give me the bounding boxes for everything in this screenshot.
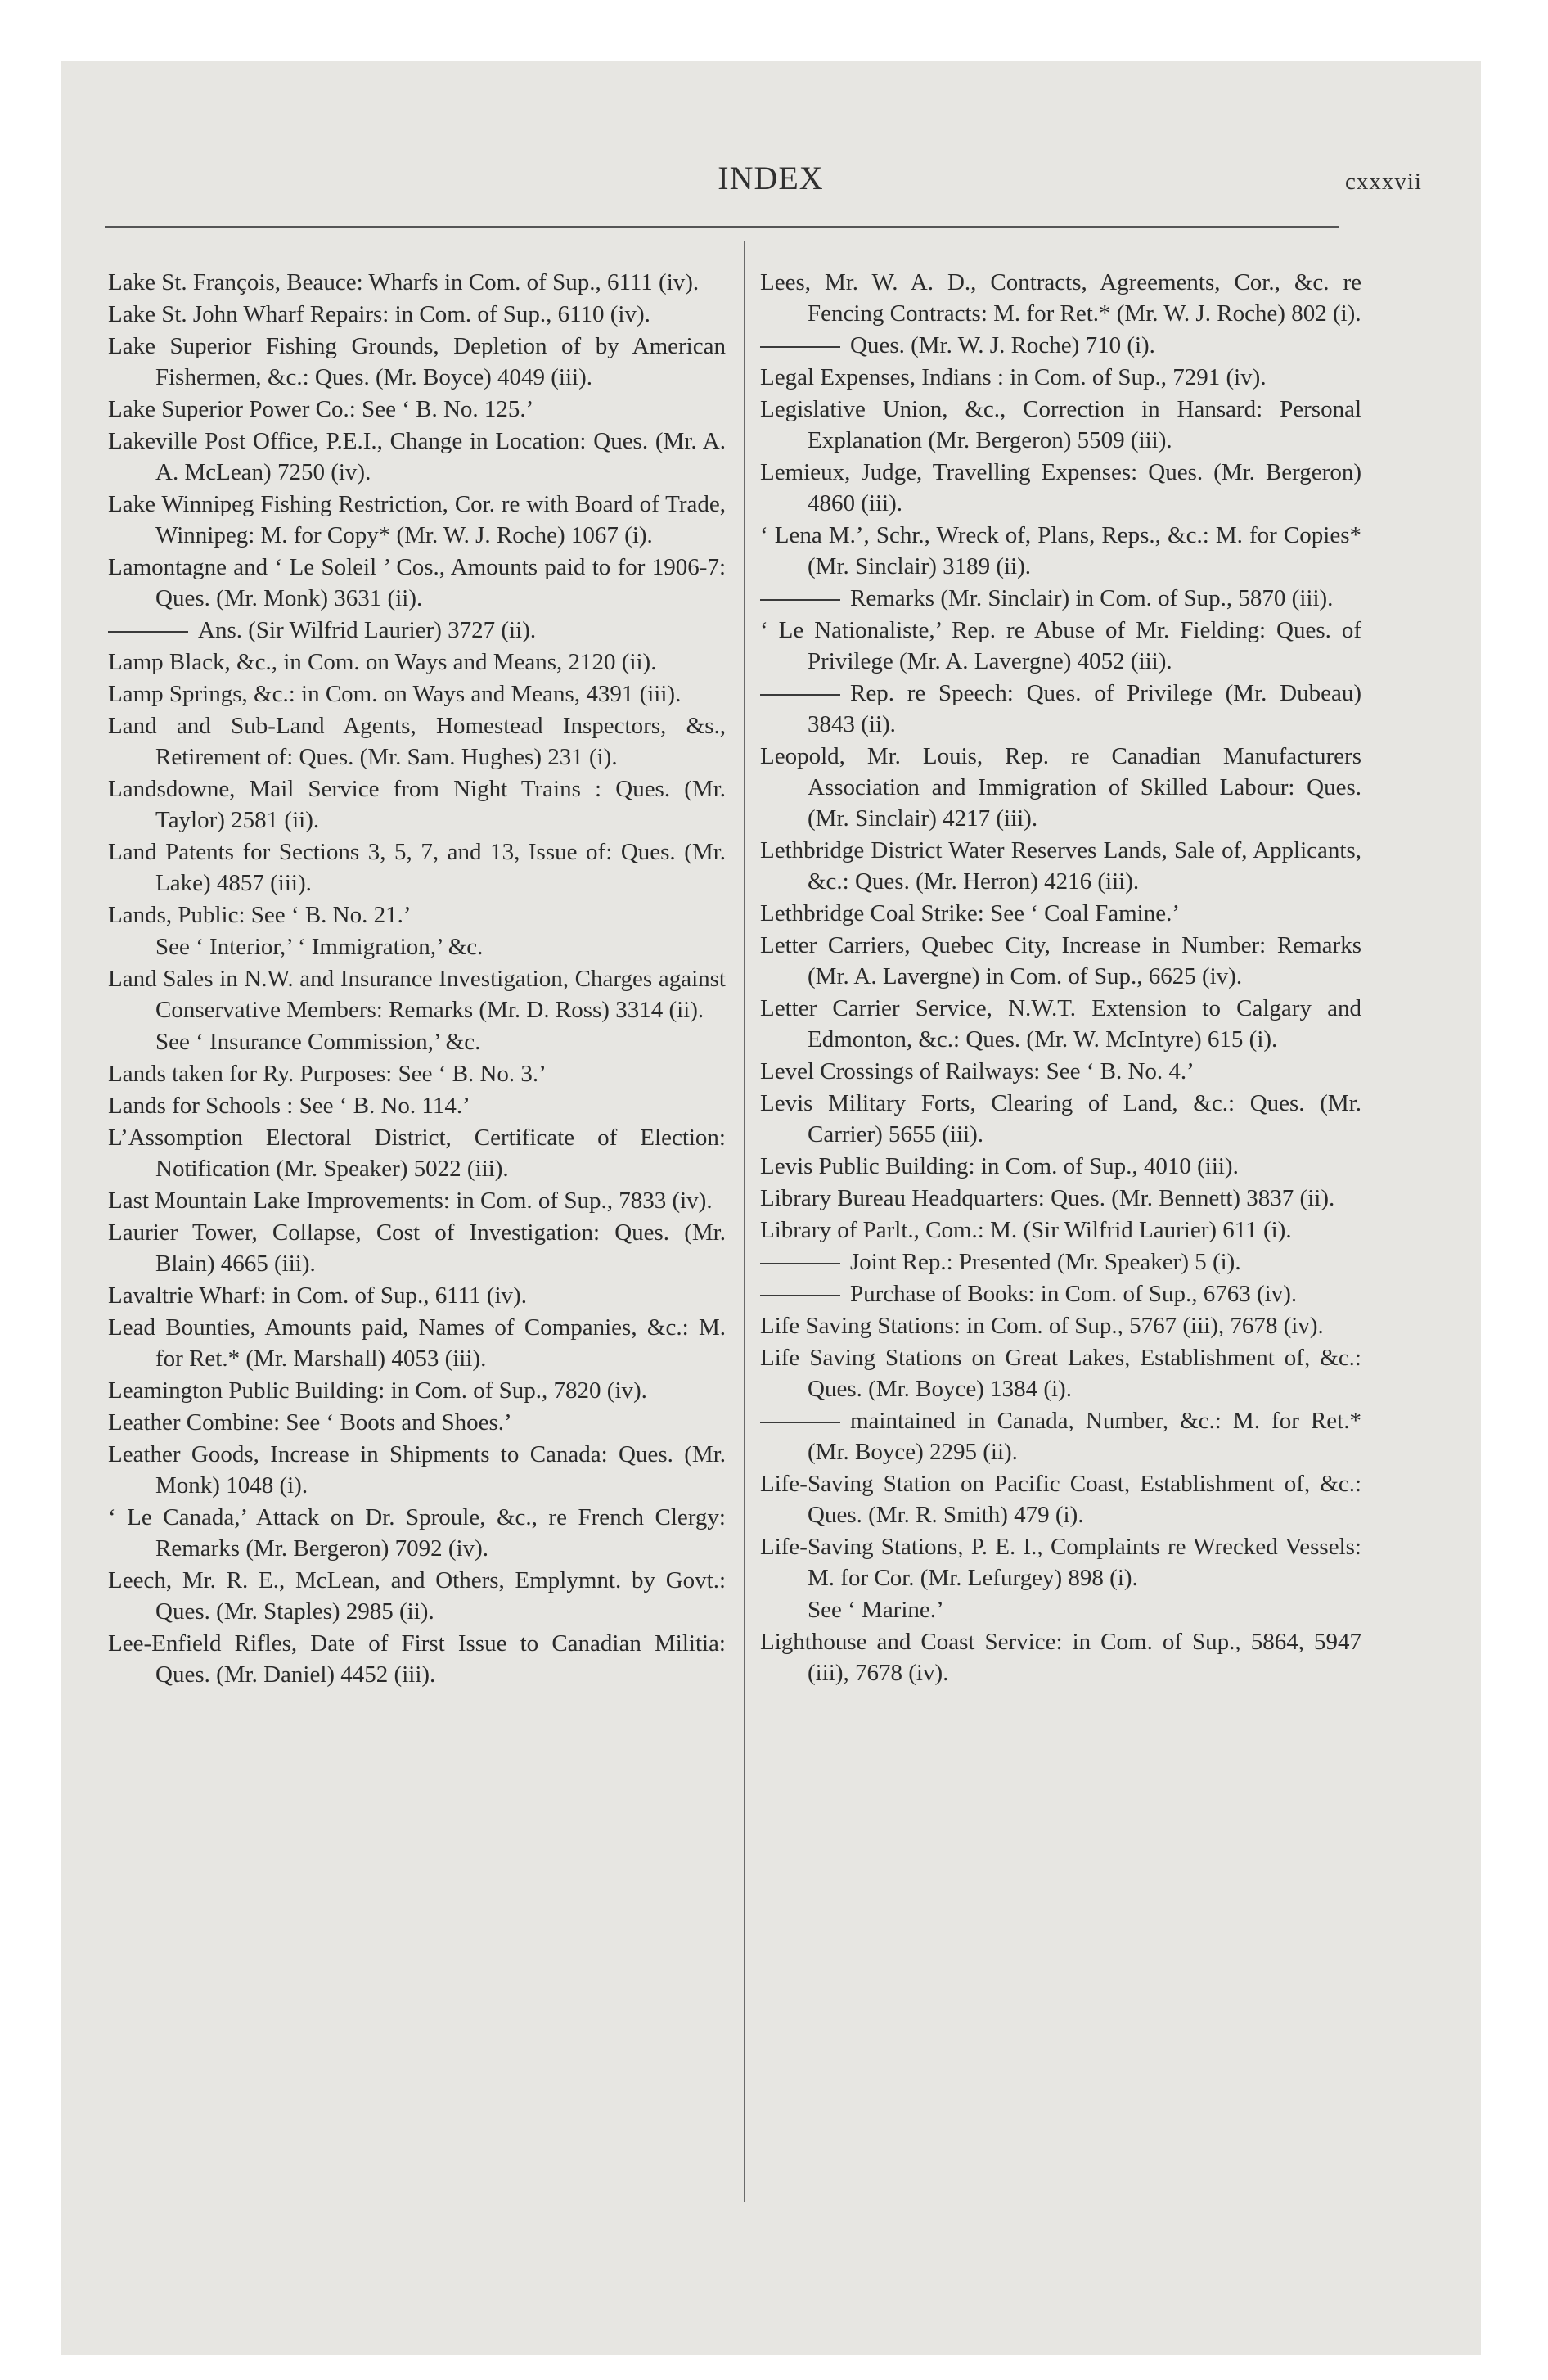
book-page [61,61,1481,2355]
index-entry-text: Lands for Schools : See ‘ B. No. 114.’ [108,1093,470,1119]
repeat-dash [760,599,840,601]
index-entry-text: Life Saving Stations: in Com. of Sup., 5767 (iii), 7678 (iv). [760,1313,1324,1339]
index-entry [108,1375,726,1406]
index-entry [760,394,1361,456]
index-entry-text: See ‘ Interior,’ ‘ Immigration,’ &c. [155,934,484,960]
index-entry [760,835,1361,897]
index-entry [760,1278,1361,1309]
index-entry [108,1185,726,1216]
index-entry [760,615,1361,677]
running-title: INDEX [718,160,824,196]
index-entry [108,1090,726,1121]
index-entry-text: Remarks (Mr. Sinclair) in Com. of Sup., 5870 (iii). [850,585,1334,611]
index-entry-text: Lakeville Post Office, P.E.I., Change in Location: Ques. (Mr. A. A. McLean) 7250 (iv). [108,428,726,485]
index-entry-text: Lake St. John Wharf Repairs: in Com. of Sup., 6110 (iv). [108,301,650,327]
index-entry-text: Lethbridge District Water Reserves Lands, Sale of, Applicants, &c.: Ques. (Mr. Herron) 4216 (iii). [760,837,1361,895]
index-entry [760,1468,1361,1530]
repeat-dash [760,1295,840,1296]
index-entry [760,583,1361,614]
index-entry [760,1151,1361,1182]
repeat-dash [760,1263,840,1264]
index-entry-text: Level Crossings of Railways: See ‘ B. No. 4.’ [760,1058,1195,1084]
index-entry-text: ‘ Lena M.’, Schr., Wreck of, Plans, Reps., &c.: M. for Copies* (Mr. Sinclair) 3189 (ii). [760,522,1361,579]
index-entry-text: Land and Sub-Land Agents, Homestead Inspectors, &s., Retirement of: Ques. (Mr. Sam. Hughes) 231 (i). [108,713,726,770]
index-entry [760,267,1361,329]
index-entry [108,426,726,488]
index-entry [108,1026,726,1057]
index-entry-text: L’Assomption Electoral District, Certificate of Election: Notification (Mr. Speaker) 5022 (iii). [108,1125,726,1182]
index-entry-text: Leopold, Mr. Louis, Rep. re Canadian Manufacturers Association and Immigration of Skilled Labour: Ques. (Mr. Sinclair) 4217 (iii). [760,743,1361,832]
index-entry-text: Landsdowne, Mail Service from Night Trains : Ques. (Mr. Taylor) 2581 (ii). [108,776,726,833]
index-entry [108,710,726,773]
index-entry [760,1246,1361,1278]
index-entry [108,931,726,962]
index-entry-text: See ‘ Insurance Commission,’ &c. [155,1029,481,1055]
index-entry [760,1310,1361,1341]
index-entry [760,457,1361,519]
index-entry-text: Purchase of Books: in Com. of Sup., 6763 (iv). [850,1281,1298,1307]
repeat-dash [760,346,840,348]
index-entry-text: Lee-Enfield Rifles, Date of First Issue to Canadian Militia: Ques. (Mr. Daniel) 4452 (iii). [108,1630,726,1688]
index-entry [108,1565,726,1627]
index-entry [760,1215,1361,1246]
index-entry [108,773,726,836]
index-entry [108,678,726,710]
index-entry [108,899,726,931]
index-entry-text: Lamp Springs, &c.: in Com. on Ways and Means, 4391 (iii). [108,681,682,707]
repeat-dash [108,631,188,633]
index-entry [108,836,726,899]
index-entry-text: Lees, Mr. W. A. D., Contracts, Agreements, Cor., &c. re Fencing Contracts: M. for Ret.* (Mr. W. J. Roche) 802 (i). [760,269,1361,327]
index-entry [760,678,1361,740]
index-entry [108,1217,726,1279]
index-entry-text: Lighthouse and Coast Service: in Com. of Sup., 5864, 5947 (iii), 7678 (iv). [760,1629,1361,1686]
index-entry [760,1056,1361,1087]
index-entry-text: Lake Winnipeg Fishing Restriction, Cor. re with Board of Trade, Winnipeg: M. for Copy* (Mr. W. J. Roche) 1067 (i). [108,491,726,548]
index-entry [108,1439,726,1501]
index-entry [760,993,1361,1055]
index-entry-text: Last Mountain Lake Improvements: in Com. of Sup., 7833 (iv). [108,1188,713,1214]
index-entry-text: Lands taken for Ry. Purposes: See ‘ B. No. 3.’ [108,1061,547,1087]
index-entry [760,898,1361,929]
index-entry-text: Life-Saving Station on Pacific Coast, Establishment of, &c.: Ques. (Mr. R. Smith) 479 (i). [760,1471,1361,1528]
index-entry [108,1058,726,1089]
left-column [108,267,726,1691]
index-entry-text: Library of Parlt., Com.: M. (Sir Wilfrid Laurier) 611 (i). [760,1217,1292,1243]
index-entry [108,489,726,551]
index-entry-text: See ‘ Marine.’ [808,1597,944,1623]
index-entry [760,362,1361,393]
index-entry-text: ‘ Le Nationaliste,’ Rep. re Abuse of Mr. Fielding: Ques. of Privilege (Mr. A. Lavergne) 4052 (iii). [760,617,1361,674]
index-entry-text: ‘ Le Canada,’ Attack on Dr. Sproule, &c., re French Clergy: Remarks (Mr. Bergeron) 7092 (iv). [108,1504,726,1562]
index-entry-text: Letter Carrier Service, N.W.T. Extension to Calgary and Edmonton, &c.: Ques. (Mr. W. McIntyre) 615 (i). [760,995,1361,1053]
index-entry-text: Leech, Mr. R. E., McLean, and Others, Emplymnt. by Govt.: Ques. (Mr. Staples) 2985 (ii). [108,1567,726,1625]
repeat-dash [760,694,840,696]
index-entry [108,1312,726,1374]
index-entry [108,647,726,678]
index-entry-text: Leather Goods, Increase in Shipments to Canada: Ques. (Mr. Monk) 1048 (i). [108,1441,726,1499]
index-entry-text: Laurier Tower, Collapse, Cost of Investigation: Ques. (Mr. Blain) 4665 (iii). [108,1219,726,1277]
index-entry-text: Lake Superior Power Co.: See ‘ B. No. 125.’ [108,396,534,422]
index-entry [108,1502,726,1564]
index-entry-text: Lamontagne and ‘ Le Soleil ’ Cos., Amounts paid to for 1906-7: Ques. (Mr. Monk) 3631 (ii). [108,554,726,611]
index-entry [108,552,726,614]
header-rule [105,226,1339,228]
index-entry-text: Lead Bounties, Amounts paid, Names of Companies, &c.: M. for Ret.* (Mr. Marshall) 4053 (iii). [108,1314,726,1372]
index-entry [108,1280,726,1311]
index-entry-text: Letter Carriers, Quebec City, Increase in Number: Remarks (Mr. A. Lavergne) in Com. of Sup., 6625 (iv). [760,932,1361,989]
index-entry-text: Lands, Public: See ‘ B. No. 21.’ [108,902,412,928]
index-entry [760,1531,1361,1593]
index-entry-text: Lake St. François, Beauce: Wharfs in Com. of Sup., 6111 (iv). [108,269,700,295]
index-entry-text: Lake Superior Fishing Grounds, Depletion of by American Fishermen, &c.: Ques. (Mr. Boyce) 4049 (iii). [108,333,726,390]
index-entry-text: Rep. re Speech: Ques. of Privilege (Mr. Dubeau) 3843 (ii). [808,680,1361,737]
index-entry [108,1122,726,1184]
index-entry [108,267,726,298]
index-entry [108,394,726,425]
index-entry [760,1088,1361,1150]
index-entry [760,520,1361,582]
index-entry [108,1407,726,1438]
index-entry-text: Land Patents for Sections 3, 5, 7, and 13, Issue of: Ques. (Mr. Lake) 4857 (iii). [108,839,726,896]
index-entry-text: Lemieux, Judge, Travelling Expenses: Ques. (Mr. Bergeron) 4860 (iii). [760,459,1361,516]
index-entry-text: Leather Combine: See ‘ Boots and Shoes.’ [108,1409,512,1436]
index-entry-text: Levis Military Forts, Clearing of Land, &c.: Ques. (Mr. Carrier) 5655 (iii). [760,1090,1361,1147]
index-entry-text: Lethbridge Coal Strike: See ‘ Coal Famine.’ [760,900,1181,926]
index-entry [108,299,726,330]
index-entry-text: Ques. (Mr. W. J. Roche) 710 (i). [850,332,1155,358]
index-entry-text: Library Bureau Headquarters: Ques. (Mr. Bennett) 3837 (ii). [760,1185,1335,1211]
index-entry [760,1183,1361,1214]
repeat-dash [760,1422,840,1423]
index-entry-text: Life Saving Stations on Great Lakes, Establishment of, &c.: Ques. (Mr. Boyce) 1384 (i). [760,1345,1361,1402]
page-number: cxxxvii [1345,169,1422,195]
index-entry-text: Leamington Public Building: in Com. of Sup., 7820 (iv). [108,1377,647,1404]
index-entry [760,1594,1361,1625]
index-entry [760,1342,1361,1404]
index-entry [760,930,1361,992]
index-entry-text: Lavaltrie Wharf: in Com. of Sup., 6111 (iv). [108,1282,527,1309]
index-entry [108,331,726,393]
index-entry-text: Joint Rep.: Presented (Mr. Speaker) 5 (i). [850,1249,1241,1275]
index-entry [760,330,1361,361]
index-entry-text: Land Sales in N.W. and Insurance Investigation, Charges against Conservative Members: Remarks (Mr. D. Ross) 3314 (ii). [108,966,726,1023]
index-entry-text: Ans. (Sir Wilfrid Laurier) 3727 (ii). [198,617,537,643]
index-entry-text: Legal Expenses, Indians : in Com. of Sup., 7291 (iv). [760,364,1267,390]
index-entry [108,615,726,646]
index-entry [108,963,726,1025]
index-entry-text: Lamp Black, &c., in Com. on Ways and Means, 2120 (ii). [108,649,657,675]
index-entry-text: Levis Public Building: in Com. of Sup., 4010 (iii). [760,1153,1239,1179]
index-entry [760,1626,1361,1688]
index-entry-text: Legislative Union, &c., Correction in Hansard: Personal Explanation (Mr. Bergeron) 5509 (iii). [760,396,1361,453]
right-column [744,267,1361,1689]
index-entry [760,1405,1361,1467]
index-entry-text: maintained in Canada, Number, &c.: M. for Ret.* (Mr. Boyce) 2295 (ii). [808,1408,1361,1465]
index-entry-text: Life-Saving Stations, P. E. I., Complaints re Wrecked Vessels: M. for Cor. (Mr. Lefurgey) 898 (i). [760,1534,1361,1591]
index-entry [108,1628,726,1690]
index-entry [760,741,1361,834]
